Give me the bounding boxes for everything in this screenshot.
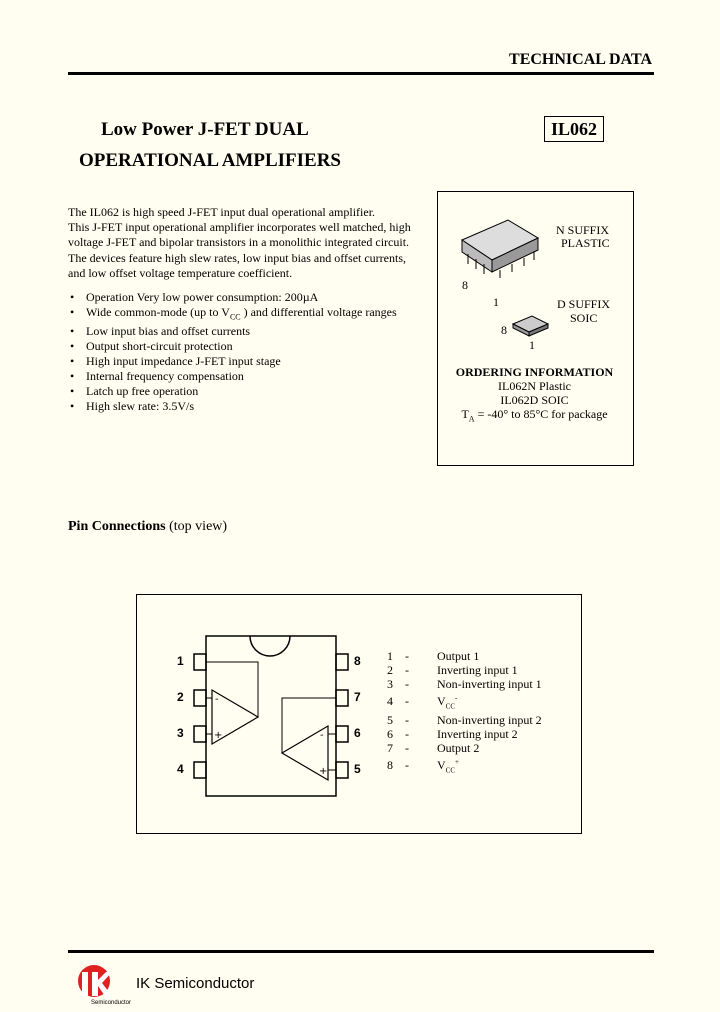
pin-num: 6: [387, 727, 393, 742]
pin-desc: Output 1: [437, 649, 480, 663]
dip-pin-8-label: 8: [462, 278, 468, 292]
feature-item: • High slew rate: 3.5V/s: [68, 399, 397, 414]
title-line-1: Low Power J-FET DUAL: [101, 119, 309, 140]
pin-number-4: 4: [177, 762, 184, 776]
pin-connections-heading: [68, 519, 227, 535]
pin-num: 1: [387, 649, 393, 663]
pin-row: [387, 691, 542, 713]
pin-row: [387, 727, 542, 741]
svg-text:+: +: [214, 730, 223, 741]
ik-logo: [72, 962, 132, 1000]
pin-num: 4: [387, 694, 393, 708]
ordering-heading: ORDERING INFORMATION: [455, 365, 614, 379]
soic-package-illustration: [510, 312, 552, 340]
header-label: TECHNICAL DATA: [509, 51, 652, 68]
pin-sub: CC: [445, 702, 456, 711]
pin-desc: V: [437, 694, 446, 708]
pin-desc: V: [437, 758, 446, 773]
d-suffix-type: SOIC: [570, 311, 598, 325]
svg-text:-: -: [215, 694, 219, 705]
feature-list: [68, 290, 397, 414]
dip-pin-1-label: 1: [493, 295, 499, 309]
pin-num: 3: [387, 677, 393, 691]
description-line: The IL062 is high speed J-FET input dual operational amplifier.: [68, 205, 376, 219]
feature-item: • Low input bias and offset currents: [68, 324, 397, 339]
ordering-temp: [437, 407, 632, 423]
pin-num: 8: [387, 758, 393, 773]
ordering-temp-rest: = -40° to 85°C for package: [474, 407, 608, 421]
dip-package-illustration: [458, 212, 558, 282]
pin-num: 7: [387, 741, 393, 756]
pin-desc: Inverting input 2: [437, 727, 518, 742]
n-suffix-label: N SUFFIX: [556, 223, 610, 237]
feature-subscript: CC: [229, 312, 241, 322]
pin-dash: -: [405, 663, 409, 677]
pin-sub: CC: [445, 766, 456, 775]
description-line: voltage J-FET and bipolar transistors in a monolithic integrated circuit.: [68, 235, 410, 250]
pin-row: [387, 649, 542, 663]
pin-row: [387, 741, 542, 755]
pin-suffix: +: [455, 758, 459, 767]
header-rule: [68, 72, 654, 75]
feature-item: • Latch up free operation: [68, 384, 397, 399]
pin-number-1: 1: [177, 654, 184, 668]
pin-dash: -: [405, 727, 409, 742]
pin-dash: -: [405, 649, 409, 663]
description: [68, 205, 418, 281]
footer-rule: [68, 950, 654, 953]
pin-number-8: 8: [354, 654, 361, 668]
title-line-2: OPERATIONAL AMPLIFIERS: [79, 150, 341, 171]
pin-num: 2: [387, 663, 393, 677]
pin-row: [387, 663, 542, 677]
pin-number-7: 7: [354, 690, 361, 704]
description-line: The devices feature high slew rates, low input bias and offset currents,: [68, 250, 407, 265]
description-line: This J-FET input operational amplifier incorporates well matched, high: [68, 220, 411, 235]
pin-number-2: 2: [177, 690, 184, 704]
n-suffix-type: PLASTIC: [561, 236, 610, 250]
svg-text:-: -: [320, 730, 324, 741]
description-line: and low offset voltage temperature coefficient.: [68, 265, 293, 280]
soic-pin-1-label: 1: [529, 338, 535, 352]
pin-number-3: 3: [177, 726, 184, 740]
pin-num: 5: [387, 713, 393, 728]
pin-dash: -: [405, 741, 409, 756]
feature-item: • Operation Very low power consumption: 200µA: [68, 290, 397, 305]
pinout-diagram: [170, 630, 375, 800]
ordering-line-2: IL062D SOIC: [500, 393, 569, 407]
feature-item: • Output short-circuit protection: [68, 339, 397, 354]
svg-text:+: +: [319, 766, 328, 777]
pin-dash: -: [405, 758, 409, 773]
pin-row: [387, 713, 542, 727]
ordering-line-1: IL062N Plastic: [498, 379, 571, 393]
feature-text-rest: ) and differential voltage ranges: [240, 305, 397, 319]
pin-connections-title: Pin Connections: [68, 519, 166, 534]
pin-desc: Non-inverting input 2: [437, 713, 542, 728]
pin-dash: -: [405, 694, 409, 708]
pin-dash: -: [405, 677, 409, 691]
pin-desc: Inverting input 1: [437, 663, 518, 677]
feature-text: Wide common-mode (up to V: [86, 305, 230, 319]
pin-number-5: 5: [354, 762, 361, 776]
part-number-box: IL062: [544, 116, 604, 142]
feature-item: • High input impedance J-FET input stage: [68, 354, 397, 369]
pin-number-6: 6: [354, 726, 361, 740]
ordering-temp-sub: A: [468, 414, 475, 424]
feature-item: [68, 305, 397, 324]
pin-description-list: [387, 649, 542, 778]
feature-item: • Internal frequency compensation: [68, 369, 397, 384]
pin-connections-note: (top view): [165, 519, 228, 534]
pin-row: [387, 677, 542, 691]
d-suffix-label: D SUFFIX: [557, 297, 611, 311]
pin-suffix: -: [455, 694, 458, 702]
pin-desc: Non-inverting input 1: [437, 677, 542, 691]
pin-row: [387, 755, 542, 777]
pin-desc: Output 2: [437, 741, 480, 756]
ordering-temp-prefix: T: [461, 407, 469, 421]
company-name: IK Semiconductor: [136, 975, 255, 992]
soic-pin-8-label: 8: [501, 323, 507, 337]
pin-dash: -: [405, 713, 409, 728]
logo-subtext: Semiconductor: [91, 1000, 132, 1006]
